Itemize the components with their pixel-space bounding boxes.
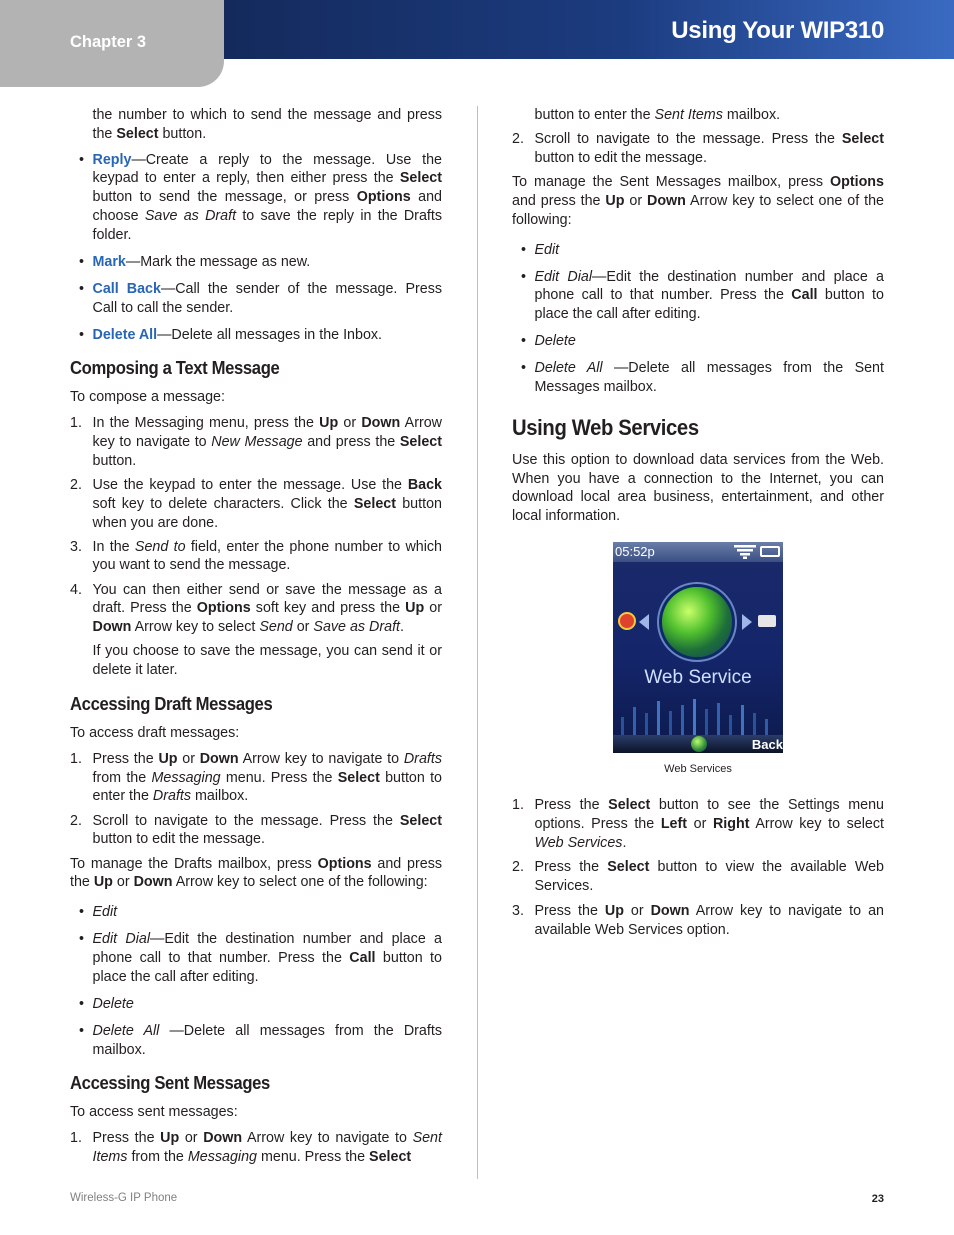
sent-steps-continued: [512, 130, 884, 168]
signal-icon: [734, 545, 756, 559]
arrow-right-icon: [742, 614, 752, 630]
page-number: 23: [871, 1193, 884, 1205]
composing-heading: Composing a Text Message: [70, 357, 280, 379]
web-services-heading: Using Web Services: [512, 414, 699, 440]
list-item: • Reply—Create a reply to the message. Use the keypad to enter a reply, then either press the Select button to send the message, or press Options and choose Save as Draft to save the reply in the Drafts folder.: [70, 151, 442, 245]
globe-icon: [662, 587, 732, 657]
list-item: • Call Back—Call the sender of the message. Press Call to call the sender.: [70, 280, 442, 318]
inbox-options-list: [70, 151, 442, 345]
reply-link[interactable]: Reply: [92, 151, 132, 168]
list-item: 1. In the Messaging menu, press the Up or Down Arrow key to navigate to New Message and press the Select button.: [70, 415, 443, 469]
header-bar: [224, 0, 954, 59]
list-item: • Delete All —Delete all messages from the Drafts mailbox.: [70, 1022, 442, 1060]
mark-link[interactable]: Mark: [92, 253, 126, 270]
list-item: • Delete All—Delete all messages in the Inbox.: [70, 326, 442, 345]
list-item: 3. Press the Up or Down Arrow key to navigate to an available Web Services option.: [512, 902, 884, 938]
phonebook-icon: [618, 612, 636, 630]
drafts-intro: To access draft messages:: [70, 725, 240, 742]
drafts-options-list: [70, 903, 442, 1059]
phone-status-bar: [613, 542, 783, 562]
sent-steps: [70, 1129, 442, 1167]
call-back-link[interactable]: Call Back: [92, 280, 161, 297]
arrow-left-icon: [639, 614, 649, 630]
list-item: • Delete: [512, 332, 884, 351]
list-item: 2. Scroll to navigate to the message. Press the Select button to edit the message.: [70, 812, 442, 848]
list-item: 2. Use the keypad to enter the message. Use the Back soft key to delete characters. Click the Select button when you are done.: [70, 476, 442, 531]
list-item: 3. In the Send to field, enter the phone number to which you want to send the message.: [70, 538, 442, 574]
list-item: 1. Press the Up or Down Arrow key to navigate to Sent Items from the Messaging menu. Press the Select: [70, 1130, 442, 1165]
web-services-steps: [512, 796, 884, 940]
list-item: 4. You can then either send or save the message as a draft. Press the Options soft key and press the Up or Down Arrow key to select Send or Save as Draft. If you choose to save the message, you can send it or delete it later.: [70, 581, 442, 679]
column-divider: [477, 106, 478, 1179]
list-item: 2. Scroll to navigate to the message. Press the Select button to edit the message.: [512, 131, 884, 167]
home-globe-icon: [691, 736, 707, 752]
right-column: [512, 106, 884, 945]
drafts-heading: Accessing Draft Messages: [70, 693, 273, 715]
chapter-tab: [0, 0, 224, 87]
sent-manage: To manage the Sent Messages mailbox, press Options and press the Up or Down Arrow key to select one of the following:: [512, 174, 884, 228]
back-softkey: Back: [751, 737, 783, 752]
list-item: • Delete All —Delete all messages from the Sent Messages mailbox.: [512, 359, 884, 397]
figure-caption: Web Services: [664, 763, 732, 775]
footer-product-name: Wireless-G IP Phone: [70, 1192, 178, 1204]
composing-steps: [70, 414, 442, 680]
sent-heading: Accessing Sent Messages: [70, 1072, 270, 1094]
web-services-intro: Use this option to download data services from the Web. When you have a connection to the Internet, you can download local area business, entertainment, and other local information.: [512, 451, 884, 525]
list-item: 1. Press the Select button to see the Settings menu options. Press the Left or Right Arrow key to select Web Services.: [512, 797, 884, 851]
sent-intro: To access sent messages:: [70, 1104, 238, 1121]
list-item: • Edit: [70, 903, 442, 922]
list-item: 2. Press the Select button to view the available Web Services.: [512, 859, 884, 895]
list-item: • Delete: [70, 995, 442, 1014]
sent-options-list: [512, 241, 884, 397]
drafts-steps: [70, 750, 442, 849]
delete-all-link[interactable]: Delete All: [92, 326, 158, 343]
left-column: [70, 106, 442, 1172]
phone-menu-label: Web Service: [644, 667, 752, 688]
composing-intro: To compose a message:: [70, 389, 225, 406]
phone-softkey-bar: [613, 735, 783, 753]
chapter-label: Chapter 3: [70, 33, 147, 51]
phone-clock: 05:52p: [615, 544, 655, 559]
list-item: • Edit Dial—Edit the destination number and place a phone call to that number. Press the Call button to place the call after editing.: [512, 268, 884, 324]
list-item: • Mark—Mark the message as new.: [70, 253, 442, 272]
page-title: Using Your WIP310: [671, 17, 884, 44]
battery-icon: [760, 546, 780, 557]
web-services-screenshot: [613, 542, 783, 753]
list-item: • Edit: [512, 241, 884, 260]
inbox-intro-continued: the number to which to send the message and press the Select button.: [92, 107, 442, 142]
envelope-icon: [758, 615, 776, 627]
equalizer-decoration: [613, 697, 783, 735]
list-item: 1. Press the Up or Down Arrow key to navigate to Drafts from the Messaging menu. Press the Select button to enter the Drafts mailbox.: [70, 750, 442, 805]
sent-step-continued: button to enter the Sent Items mailbox.: [534, 107, 781, 123]
list-item: • Edit Dial—Edit the destination number and place a phone call to that number. Press the Call button to place the call after editing.: [70, 930, 442, 986]
drafts-manage: To manage the Drafts mailbox, press Options and press the Up or Down Arrow key to select one of the following:: [70, 855, 442, 891]
